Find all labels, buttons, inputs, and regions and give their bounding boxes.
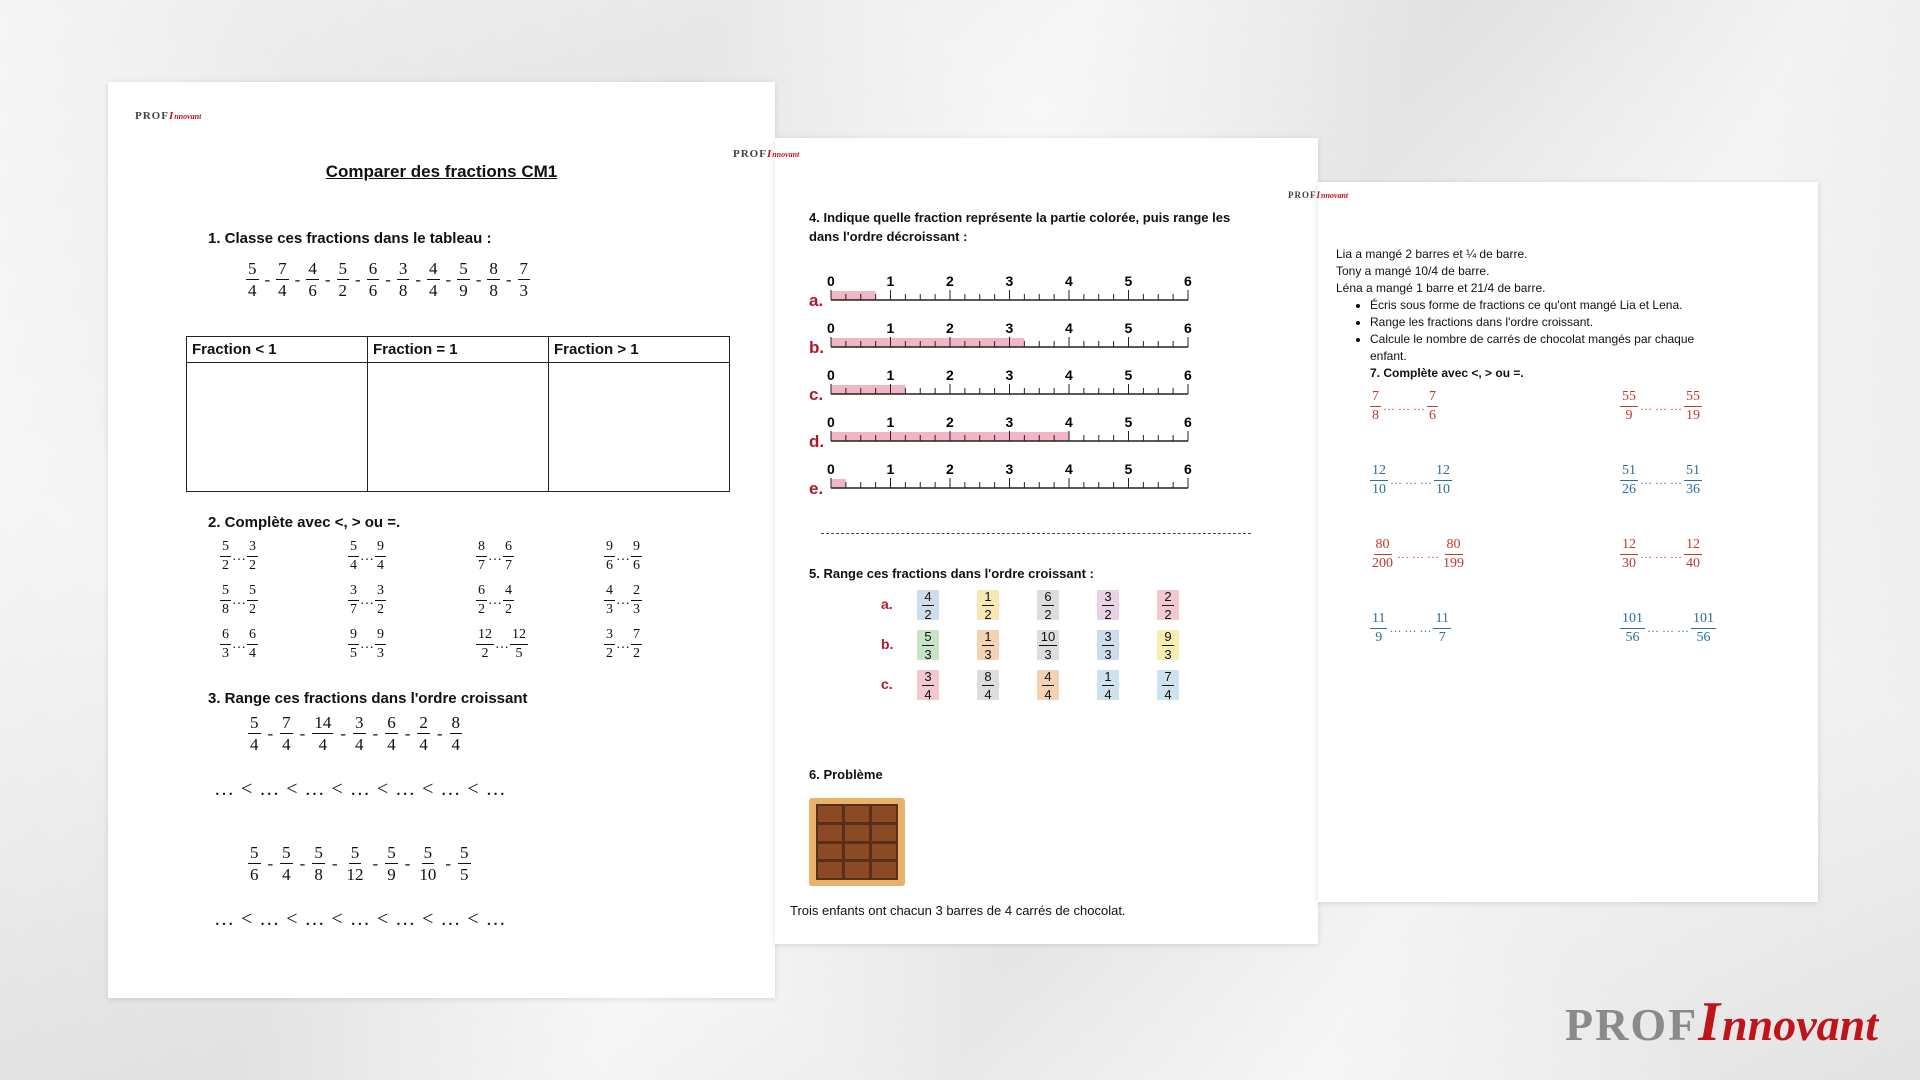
fraction: $\frac{7}{2}$ (633, 627, 640, 661)
numberline-label: b. (809, 338, 825, 357)
tick-label: 2 (946, 414, 954, 430)
tick-label: 1 (886, 414, 895, 430)
fraction: $\frac{5}{9}$ (459, 259, 468, 300)
fraction-card (1097, 630, 1119, 660)
fraction: $\frac{6}{4}$ (249, 627, 256, 661)
fraction: $\frac{55}{9}$ (1622, 389, 1636, 423)
list-item: • Écris sous forme de fractions ce qu'ont mangé Lia et Lena. (1370, 297, 1710, 314)
fraction: $\frac{12}{10}$ (1436, 463, 1450, 497)
fraction: $\frac{12}{2}$ (478, 627, 492, 661)
list-item: • Calcule le nombre de carrés de chocolat mangés par chaque enfant. (1370, 331, 1710, 365)
separator: - (404, 853, 411, 873)
compare-item[interactable] (1370, 538, 1466, 571)
compare-item[interactable] (476, 540, 514, 573)
fraction: $\frac{4}{2}$ (924, 588, 932, 622)
separator: - (436, 723, 443, 743)
brand-logo-small: PROFInnovant (135, 110, 202, 122)
blank-dots: … (488, 548, 502, 564)
q3-fraction-list-1 (248, 714, 462, 753)
worksheet-page-2 (733, 138, 1318, 944)
tick-label: 0 (827, 461, 835, 477)
worksheet-page-3 (1288, 182, 1818, 902)
fraction: $\frac{5}{6}$ (250, 843, 259, 884)
fraction: $\frac{5}{10}$ (419, 843, 437, 884)
fraction: $\frac{5}{4}$ (350, 539, 357, 573)
compare-item[interactable] (348, 540, 386, 573)
fraction: $\frac{5}{9}$ (387, 843, 396, 884)
numberline-label: a. (809, 291, 824, 310)
fraction: $\frac{6}{2}$ (478, 583, 485, 617)
fraction: $\frac{80}{200}$ (1372, 537, 1393, 571)
fraction: $\frac{9}{4}$ (377, 539, 384, 573)
fraction-card (1157, 670, 1179, 700)
list-item: • Range les fractions dans l'ordre croissant. (1370, 314, 1710, 331)
fraction: $\frac{5}{2}$ (249, 583, 256, 617)
tick-label: 3 (1005, 320, 1014, 336)
tick-label: 0 (827, 273, 835, 289)
compare-item[interactable] (1370, 390, 1438, 423)
compare-item[interactable] (604, 628, 642, 661)
brand-logo: PROFInnovant (1565, 991, 1878, 1053)
fraction-card (1097, 590, 1119, 620)
compare-item[interactable] (476, 584, 514, 617)
q3-fraction-list-2 (248, 844, 471, 883)
tick-label: 4 (1065, 320, 1073, 336)
fraction: $\frac{12}{30}$ (1622, 537, 1636, 571)
fraction-card (1037, 590, 1059, 620)
fraction: $\frac{5}{8}$ (222, 583, 229, 617)
tick-label: 5 (1124, 414, 1133, 430)
fraction: $\frac{9}{3}$ (377, 627, 384, 661)
shaded-segment (831, 338, 1024, 347)
fraction: $\frac{5}{2}$ (222, 539, 229, 573)
fraction: $\frac{2}{4}$ (419, 713, 428, 754)
separator: - (372, 853, 379, 873)
chocolate-bar-image (809, 798, 905, 886)
fraction: $\frac{5}{12}$ (346, 843, 364, 884)
tick-label: 4 (1065, 273, 1073, 289)
table-cell[interactable] (187, 363, 368, 492)
blank-dots: … … … (1397, 547, 1439, 561)
blank-dots: … … … (1390, 473, 1432, 487)
blank-dots: … (360, 636, 374, 652)
fraction: $\frac{6}{7}$ (505, 539, 512, 573)
fraction: $\frac{3}{7}$ (350, 583, 357, 617)
separator: - (505, 269, 512, 289)
fraction: $\frac{8}{4}$ (984, 668, 992, 702)
fraction: $\frac{4}{6}$ (308, 259, 317, 300)
fraction: $\frac{6}{2}$ (1044, 588, 1052, 622)
tick-label: 6 (1184, 320, 1192, 336)
compare-item[interactable] (1620, 612, 1716, 645)
table-header: Fraction > 1 (549, 337, 730, 363)
tick-label: 3 (1005, 414, 1014, 430)
fraction: $\frac{4}{3}$ (606, 583, 613, 617)
fraction: $\frac{3}{2}$ (606, 627, 613, 661)
separator: - (415, 269, 422, 289)
tick-label: 5 (1124, 367, 1133, 383)
separator: - (267, 723, 274, 743)
tick-label: 5 (1124, 461, 1133, 477)
fraction: $\frac{9}{6}$ (633, 539, 640, 573)
blank-dots: … (232, 592, 246, 608)
tick-label: 5 (1124, 320, 1133, 336)
tick-label: 2 (946, 320, 954, 336)
blank-dots: … … … (1640, 399, 1682, 413)
fraction: $\frac{5}{8}$ (314, 843, 323, 884)
compare-item[interactable] (220, 584, 258, 617)
blank-dots: … (488, 592, 502, 608)
fraction: $\frac{12}{40}$ (1686, 537, 1700, 571)
fraction: $\frac{3}{3}$ (1104, 628, 1112, 662)
tick-label: 2 (946, 367, 954, 383)
fraction-card (1037, 630, 1059, 660)
separator: - (372, 723, 379, 743)
tick-label: 6 (1184, 367, 1192, 383)
fraction: $\frac{1}{4}$ (1104, 668, 1112, 702)
tick-label: 0 (827, 367, 835, 383)
fraction: $\frac{3}{2}$ (377, 583, 384, 617)
fraction: $\frac{3}{8}$ (398, 259, 408, 300)
fraction: $\frac{7}{3}$ (519, 259, 529, 300)
separator: - (475, 269, 482, 289)
separator: - (355, 269, 361, 289)
q1-fraction-list (246, 260, 530, 299)
fraction: $\frac{5}{3}$ (924, 628, 932, 662)
compare-item[interactable] (1370, 464, 1452, 497)
fraction: $\frac{5}{4}$ (248, 259, 257, 300)
fraction: $\frac{9}{5}$ (350, 627, 357, 661)
compare-item[interactable] (348, 628, 386, 661)
fraction-card (1037, 670, 1059, 700)
tick-label: 4 (1065, 367, 1073, 383)
fraction: $\frac{51}{26}$ (1622, 463, 1636, 497)
separator: - (445, 853, 452, 873)
table-cell[interactable] (549, 363, 730, 492)
fraction-card (977, 630, 999, 660)
blank-dots: … (232, 636, 246, 652)
tick-label: 5 (1124, 273, 1133, 289)
tick-label: 6 (1184, 461, 1192, 477)
table-header: Fraction < 1 (187, 337, 368, 363)
fraction: $\frac{2}{3}$ (633, 583, 640, 617)
brand-logo-small: PROFInnovant (733, 148, 800, 160)
instruction-list (1336, 297, 1710, 365)
shaded-segment (831, 291, 876, 300)
fraction: $\frac{9}{6}$ (606, 539, 613, 573)
blank-dots: … … … (1640, 547, 1682, 561)
tick-label: 2 (946, 461, 954, 477)
blank-dots: … (360, 592, 374, 608)
blank-dots: … … … (1647, 621, 1689, 635)
tick-label: 1 (886, 320, 895, 336)
fraction: $\frac{101}{56}$ (1622, 611, 1643, 645)
fraction: $\frac{6}{6}$ (368, 259, 378, 300)
tick-label: 6 (1184, 273, 1192, 289)
worksheet-page-1 (108, 82, 775, 998)
q7-compare-grid (1318, 390, 1818, 690)
fraction-card (917, 630, 939, 660)
compare-item[interactable] (348, 584, 386, 617)
page-title: Comparer des fractions CM1 (325, 162, 558, 181)
tick-label: 0 (827, 414, 835, 430)
fraction: $\frac{1}{2}$ (984, 588, 992, 622)
fraction: $\frac{3}{2}$ (1104, 588, 1112, 622)
compare-item[interactable] (1620, 390, 1702, 423)
tick-label: 3 (1005, 367, 1014, 383)
fraction: $\frac{8}{4}$ (451, 713, 461, 754)
tick-label: 3 (1005, 273, 1014, 289)
fraction: $\frac{7}{4}$ (278, 259, 287, 300)
statement-line: Léna a mangé 1 barre et 21/4 de barre. (1336, 281, 1546, 295)
tick-label: 1 (886, 461, 895, 477)
order-line-1: … < … < … < … < … < … < … (214, 778, 507, 800)
separator: - (267, 853, 274, 873)
blank-dots: … (360, 548, 374, 564)
shaded-segment (831, 479, 846, 488)
blank-dots: … … … (1389, 621, 1432, 635)
row-label: c. (881, 676, 893, 692)
row-label: b. (881, 636, 894, 652)
numberline-label: e. (809, 479, 824, 498)
blank-dots: … … … (1640, 473, 1682, 487)
fraction: $\frac{3}{4}$ (355, 713, 364, 754)
fraction: $\frac{4}{4}$ (429, 259, 438, 300)
tick-label: 4 (1065, 414, 1073, 430)
fraction: $\frac{7}{6}$ (1429, 389, 1436, 423)
fraction: $\frac{4}{2}$ (505, 583, 512, 617)
separator: - (445, 269, 452, 289)
fraction: $\frac{5}{4}$ (282, 843, 291, 884)
fraction: $\frac{7}{8}$ (1372, 389, 1379, 423)
fraction-card (1097, 670, 1119, 700)
fraction: $\frac{80}{199}$ (1443, 537, 1464, 571)
fraction: $\frac{10}{3}$ (1040, 628, 1056, 662)
fraction: $\frac{14}{4}$ (314, 713, 332, 754)
fraction-card (977, 590, 999, 620)
compare-item[interactable] (604, 584, 642, 617)
fraction: $\frac{51}{36}$ (1686, 463, 1700, 497)
compare-item[interactable] (1370, 612, 1451, 645)
fraction-card (1157, 590, 1179, 620)
question-6: 6. Problème (809, 767, 883, 782)
question-3: 3. Range ces fractions dans l'ordre croissant (208, 690, 528, 707)
tick-label: 4 (1065, 461, 1073, 477)
problem-statement (1336, 246, 1710, 382)
tick-label: 2 (946, 273, 954, 289)
fraction-table (186, 336, 730, 492)
fraction-card (917, 590, 939, 620)
number-lines (775, 268, 1192, 508)
fraction: $\frac{11}{7}$ (1435, 611, 1449, 645)
order-line-2: … < … < … < … < … < … < … (214, 908, 507, 930)
compare-item[interactable] (604, 540, 642, 573)
fraction: $\frac{2}{2}$ (1164, 588, 1172, 622)
shaded-segment (831, 385, 905, 394)
brand-logo-small: PROFInnovant (1288, 190, 1349, 200)
tick-label: 1 (886, 367, 895, 383)
blank-dots: … … … (1383, 399, 1425, 413)
tick-label: 0 (827, 320, 835, 336)
tick-label: 6 (1184, 414, 1192, 430)
compare-item[interactable] (1620, 464, 1702, 497)
blank-dots: … (616, 592, 630, 608)
question-7: 7. Complète avec <, > ou =. (1370, 366, 1524, 380)
fraction: $\frac{3}{2}$ (249, 539, 256, 573)
fraction-card (977, 670, 999, 700)
separator: - (324, 269, 331, 289)
fraction: $\frac{3}{4}$ (924, 668, 932, 702)
fraction: $\frac{55}{19}$ (1686, 389, 1700, 423)
blank-dots: … (232, 548, 246, 564)
divider (821, 533, 1251, 534)
fraction: $\frac{6}{4}$ (387, 713, 396, 754)
fraction: $\frac{8}{8}$ (489, 259, 498, 300)
compare-item[interactable] (220, 540, 258, 573)
q5-fraction-grid (775, 590, 1175, 720)
fraction: $\frac{12}{5}$ (512, 627, 526, 661)
tick-label: 3 (1005, 461, 1014, 477)
question-4: 4. Indique quelle fraction représente la partie colorée, puis range les dans l'ordre décroissant : (809, 210, 1231, 244)
fraction: $\frac{7}{4}$ (282, 713, 291, 754)
table-cell[interactable] (368, 363, 549, 492)
fraction: $\frac{4}{4}$ (1044, 668, 1052, 702)
fraction: $\frac{7}{4}$ (1164, 668, 1172, 702)
fraction: $\frac{11}{9}$ (1372, 611, 1386, 645)
compare-item[interactable] (220, 628, 258, 661)
fraction: $\frac{101}{56}$ (1693, 611, 1714, 645)
fraction-card (1157, 630, 1179, 660)
fraction: $\frac{6}{3}$ (222, 627, 229, 661)
blank-dots: … (495, 636, 509, 652)
separator: - (294, 269, 301, 289)
fraction-card (917, 670, 939, 700)
compare-item[interactable] (1620, 538, 1702, 571)
numberline-label: d. (809, 432, 825, 451)
separator: - (385, 269, 391, 289)
blank-dots: … (616, 548, 630, 564)
question-1: 1. Classe ces fractions dans le tableau : (208, 230, 492, 247)
row-label: a. (881, 596, 893, 612)
tick-label: 1 (886, 273, 895, 289)
fraction: $\frac{8}{7}$ (478, 539, 485, 573)
fraction: $\frac{1}{3}$ (984, 628, 992, 662)
fraction: $\frac{5}{5}$ (460, 843, 469, 884)
numberline-label: c. (809, 385, 824, 404)
question-2: 2. Complète avec <, > ou =. (208, 514, 401, 531)
fraction: $\frac{5}{2}$ (338, 259, 348, 300)
statement-line: Lia a mangé 2 barres et ¼ de barre. (1336, 247, 1528, 261)
problem-text: Trois enfants ont chacun 3 barres de 4 carrés de chocolat. (790, 903, 1126, 918)
fraction: $\frac{9}{3}$ (1164, 628, 1172, 662)
separator: - (299, 853, 306, 873)
separator: - (404, 723, 411, 743)
statement-line: Tony a mangé 10/4 de barre. (1336, 264, 1490, 278)
compare-item[interactable] (476, 628, 528, 661)
fraction: $\frac{12}{10}$ (1372, 463, 1386, 497)
separator: - (340, 723, 347, 743)
separator: - (299, 723, 306, 743)
separator: - (331, 853, 338, 873)
separator: - (264, 269, 271, 289)
fraction: $\frac{5}{4}$ (250, 713, 259, 754)
question-5: 5. Range ces fractions dans l'ordre croissant : (809, 566, 1094, 581)
blank-dots: … (616, 636, 630, 652)
table-header: Fraction = 1 (368, 337, 549, 363)
